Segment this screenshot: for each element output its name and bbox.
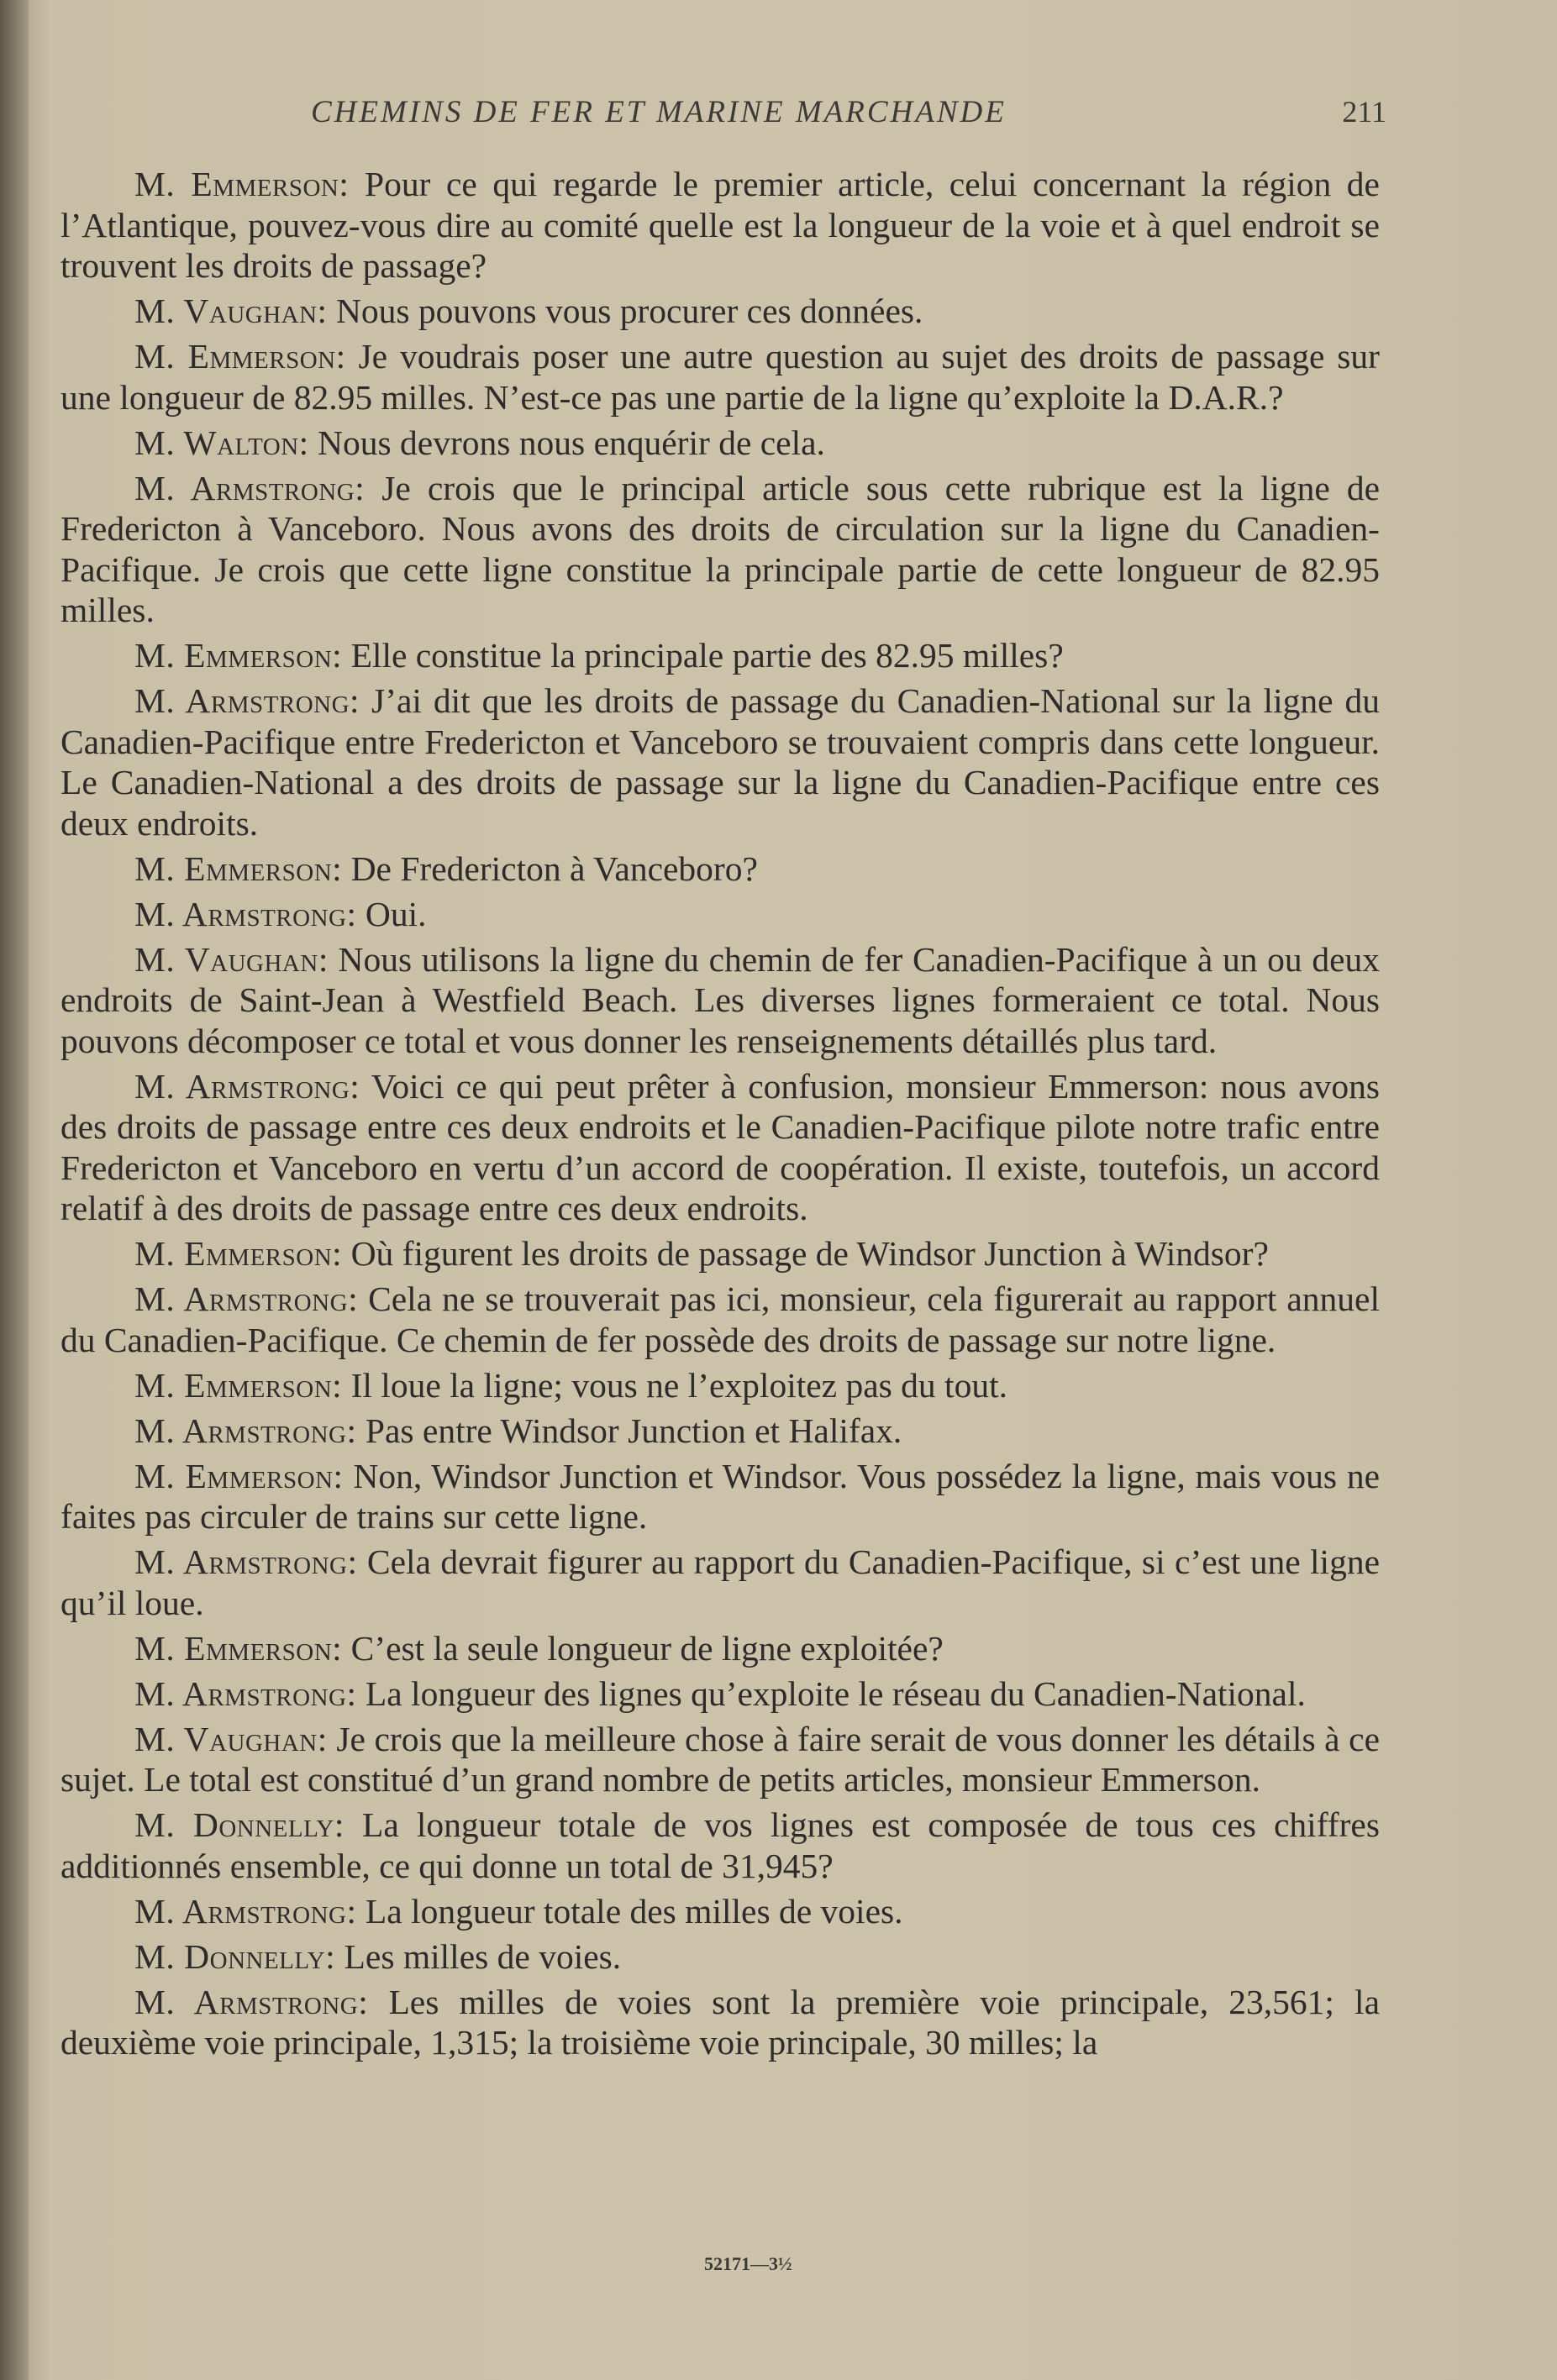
- page-binding-edge: [0, 0, 29, 2380]
- speaker-name: M. Walton:: [134, 423, 309, 462]
- page-header: [311, 94, 1386, 136]
- dialogue-paragraph: [60, 1279, 1380, 1360]
- speech-text: Cela ne se trouverait pas ici, monsieur, cela figurerait au rapport annuel du Canadien-Pacifique. Ce chemin de fer possède des droits de passage sur notre ligne.: [60, 1279, 1380, 1359]
- speech-text: Voici ce qui peut prêter à confusion, monsieur Emmerson: nous avons des droits de passage entre ces deux endroits et le Canadien-Pacifique pilote notre trafic entre Fredericton et Vanceboro en vertu d’un accord de coopération. Il existe, toutefois, un accord relatif à des droits de passage entre ces deux endroits.: [60, 1066, 1380, 1227]
- speech-text: De Fredericton à Vanceboro?: [350, 848, 758, 888]
- speaker-name: M. Vaughan:: [134, 939, 329, 979]
- speaker-name: M. Armstrong:: [134, 681, 360, 720]
- speaker-name: M. Armstrong:: [134, 1066, 360, 1106]
- speech-text: Je voudrais poser une autre question au sujet des droits de passage sur une longueur de 82.95 milles. N’est-ce pas une partie de la ligne qu’exploite la D.A.R.?: [60, 337, 1380, 417]
- speech-text: Je crois que la meilleure chose à faire serait de vous donner les détails à ce sujet. Le total est constitué d’un grand nombre de petits articles, monsieur Emmerson.: [60, 1719, 1381, 1799]
- speaker-name: M. Emmerson:: [134, 848, 343, 888]
- speech-text: Les milles de voies.: [344, 1936, 622, 1976]
- dialogue-paragraph: [60, 1891, 1380, 1932]
- transcript-body: [60, 164, 1380, 2067]
- speaker-name: M. Armstrong:: [134, 468, 366, 507]
- dialogue-paragraph: [60, 1982, 1380, 2063]
- dialogue-paragraph: [60, 1936, 1380, 1978]
- speaker-name: M. Donnelly:: [134, 1805, 345, 1844]
- dialogue-paragraph: [60, 894, 1380, 935]
- dialogue-paragraph: [60, 468, 1380, 631]
- speech-text: Je crois que le principal article sous cette rubrique est la ligne de Fredericton à Vanceboro. Nous avons des droits de circulation sur la ligne du Canadien-Pacifique. Je crois que cette ligne constitue la principale partie de cette longueur de 82.95 milles.: [60, 468, 1381, 629]
- speaker-name: M. Armstrong:: [134, 1542, 358, 1581]
- speech-text: Cela devrait figurer au rapport du Canadien-Pacifique, si c’est une ligne qu’il loue.: [60, 1542, 1380, 1622]
- dialogue-paragraph: [60, 680, 1380, 843]
- printer-signature-mark: 52171—3½: [704, 2253, 792, 2274]
- dialogue-paragraph: [60, 1719, 1380, 1800]
- page-number: 211: [1342, 95, 1386, 129]
- dialogue-paragraph: [60, 1233, 1380, 1274]
- speech-text: Nous devrons nous enquérir de cela.: [318, 423, 825, 462]
- dialogue-paragraph: [60, 1542, 1380, 1623]
- speaker-name: M. Armstrong:: [134, 1279, 359, 1318]
- speech-text: C’est la seule longueur de ligne exploitée?: [350, 1628, 944, 1668]
- dialogue-paragraph: [60, 1365, 1380, 1406]
- dialogue-paragraph: [60, 848, 1380, 890]
- dialogue-paragraph: [60, 1673, 1380, 1715]
- dialogue-paragraph: [60, 336, 1380, 418]
- speech-text: Non, Windsor Junction et Windsor. Vous possédez la ligne, mais vous ne faites pas circuler de trains sur cette ligne.: [60, 1456, 1380, 1536]
- speech-text: Oui.: [365, 894, 427, 933]
- dialogue-paragraph: [60, 1456, 1380, 1537]
- speech-text: J’ai dit que les droits de passage du Canadien-National sur la ligne du Canadien-Pacifique entre Fredericton et Vanceboro se trouvaient compris dans cette longueur. Le Canadien-National a des droits de passage sur la ligne du Canadien-Pacifique entre ces deux endroits.: [60, 681, 1380, 843]
- speaker-name: M. Vaughan:: [134, 1719, 328, 1758]
- speaker-name: M. Donnelly:: [134, 1936, 336, 1976]
- speech-text: Pour ce qui regarde le premier article, celui concernant la région de l’Atlantique, pouvez-vous dire au comité quelle est la longueur de la voie et à quel endroit se trouvent les droits de passage?: [60, 165, 1380, 285]
- speaker-name: M. Emmerson:: [134, 1456, 344, 1495]
- speaker-name: M. Armstrong:: [134, 894, 357, 933]
- speaker-name: M. Armstrong:: [134, 1891, 357, 1931]
- speaker-name: M. Emmerson:: [134, 1628, 343, 1668]
- dialogue-paragraph: [60, 939, 1380, 1062]
- speech-text: La longueur des lignes qu’exploite le réseau du Canadien-National.: [365, 1673, 1306, 1713]
- dialogue-paragraph: [60, 635, 1380, 676]
- running-title: CHEMINS DE FER ET MARINE MARCHANDE: [311, 95, 1007, 129]
- speech-text: La longueur totale de vos lignes est composée de tous ces chiffres additionnés ensemble, ce qui donne un total de 31,945?: [60, 1805, 1380, 1885]
- dialogue-paragraph: [60, 1805, 1380, 1886]
- speaker-name: M. Armstrong:: [134, 1673, 357, 1713]
- speech-text: Les milles de voies sont la première voie principale, 23,561; la deuxième voie principale, 1,315; la troisième voie principale, 30 milles; la: [60, 1982, 1380, 2062]
- speech-text: Elle constitue la principale partie des 82.95 milles?: [350, 636, 1064, 675]
- speech-text: Où figurent les droits de passage de Windsor Junction à Windsor?: [350, 1234, 1269, 1273]
- speech-text: Pas entre Windsor Junction et Halifax.: [365, 1411, 902, 1450]
- speech-text: Il loue la ligne; vous ne l’exploitez pas du tout.: [350, 1365, 1007, 1405]
- speaker-name: M. Emmerson:: [134, 337, 346, 376]
- dialogue-paragraph: [60, 1628, 1380, 1669]
- speaker-name: M. Armstrong:: [134, 1411, 357, 1450]
- dialogue-paragraph: [60, 291, 1380, 332]
- speaker-name: M. Emmerson:: [134, 636, 343, 675]
- speech-text: Nous utilisons la ligne du chemin de fer Canadien-Pacifique à un ou deux endroits de Saint-Jean à Westfield Beach. Les diverses lignes formeraient ce total. Nous pouvons décomposer ce total et vous donner les renseignements détaillés plus tard.: [60, 939, 1380, 1060]
- speech-text: Nous pouvons vous procurer ces données.: [335, 292, 923, 330]
- speech-text: La longueur totale des milles de voies.: [365, 1891, 903, 1931]
- speaker-name: M. Emmerson:: [134, 165, 350, 203]
- speaker-name: M. Vaughan:: [134, 292, 328, 330]
- dialogue-paragraph: [60, 164, 1380, 286]
- speaker-name: M. Emmerson:: [134, 1234, 343, 1273]
- dialogue-paragraph: [60, 1411, 1380, 1452]
- dialogue-paragraph: [60, 1066, 1380, 1229]
- speaker-name: M. Emmerson:: [134, 1365, 343, 1405]
- dialogue-paragraph: [60, 423, 1380, 464]
- speaker-name: M. Armstrong:: [134, 1982, 369, 2021]
